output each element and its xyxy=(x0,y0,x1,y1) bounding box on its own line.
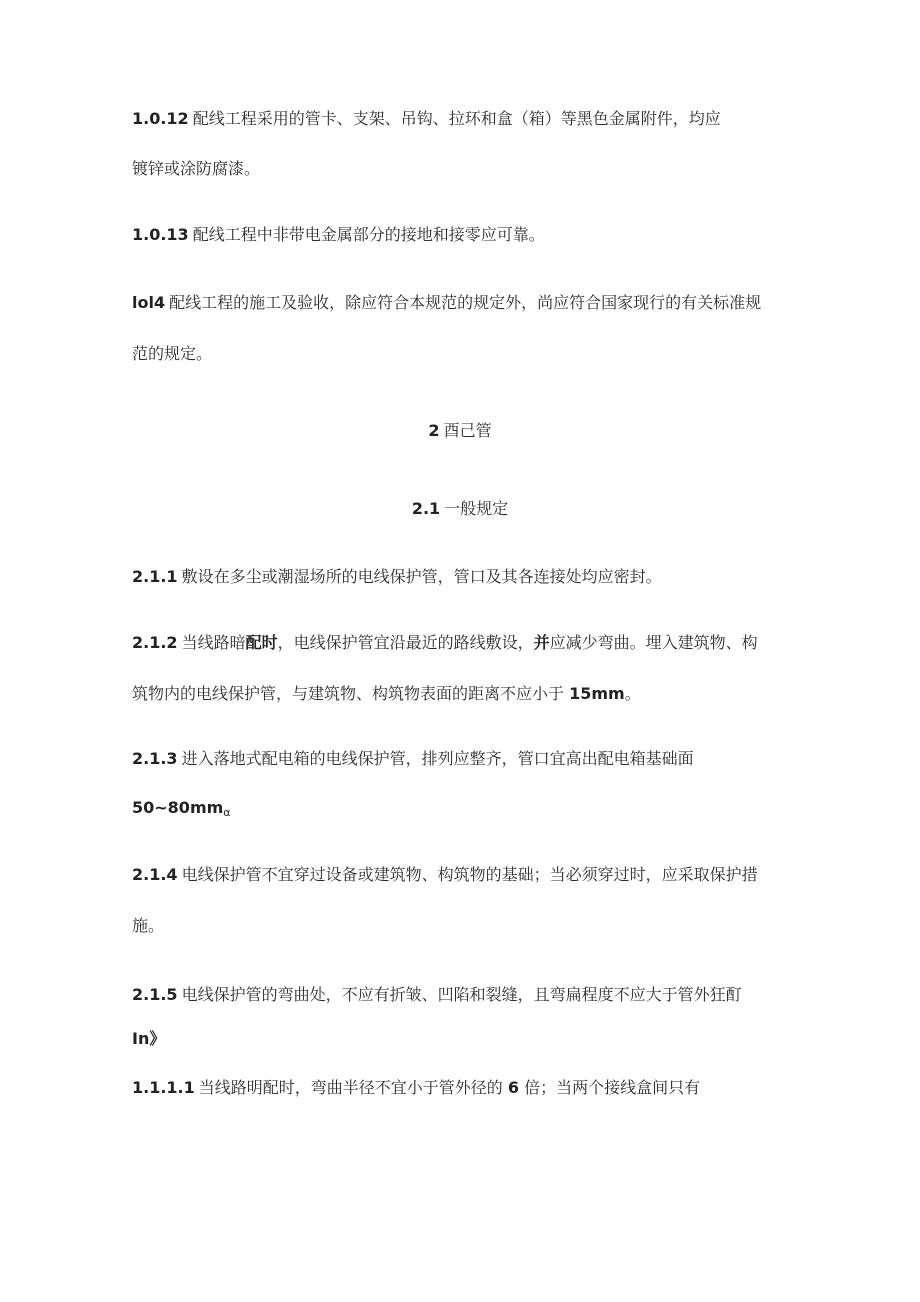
clause-number: 2.1.2 xyxy=(132,633,178,652)
clause-text: 。 xyxy=(624,684,641,703)
clause-value-subscript: α xyxy=(223,806,231,819)
clause-1-0-12-continued xyxy=(132,158,260,180)
clause-number: 1.1.1.1 xyxy=(132,1078,195,1097)
clause-text: 当线路暗 xyxy=(181,633,246,652)
clause-text-emphasis: 配时 xyxy=(245,633,278,652)
clause-value: 15mm xyxy=(569,684,625,703)
clause-text: 电线保护管不宜穿过设备或建筑物、构筑物的基础；当必须穿过时，应采取保护措 xyxy=(181,865,758,884)
clause-2-1-1 xyxy=(132,566,662,588)
clause-text: ，电线保护管宜沿最近的路线敷设， xyxy=(277,633,534,652)
clause-2-1-2-continued xyxy=(132,683,641,705)
clause-number: lol4 xyxy=(132,293,166,312)
section-title: 一般规定 xyxy=(444,499,509,518)
clause-text: 施。 xyxy=(132,916,165,935)
clause-value: 50~80mm xyxy=(132,798,224,817)
clause-2-1-2 xyxy=(132,632,758,654)
clause-2-1-5 xyxy=(132,984,742,1006)
clause-text: 倍；当两个接线盒间只有 xyxy=(524,1078,701,1097)
clause-text: 应减少弯曲。埋入建筑物、构 xyxy=(549,633,758,652)
clause-2-1-4-continued xyxy=(132,915,164,937)
clause-number: 2.1.1 xyxy=(132,567,178,586)
clause-1-0-12 xyxy=(132,108,721,130)
clause-2-1-3-continued xyxy=(132,797,231,824)
clause-text: 当线路明配时，弯曲半径不宜小于管外径的 xyxy=(198,1078,503,1097)
clause-1-0-14-continued xyxy=(132,343,212,365)
clause-2-1-5-continued xyxy=(132,1028,165,1050)
clause-2-1-3 xyxy=(132,748,694,770)
clause-text: 敷设在多尘或潮湿场所的电线保护管，管口及其各连接处均应密封。 xyxy=(181,567,662,586)
clause-text: 配线工程中非带电金属部分的接地和接零应可靠。 xyxy=(192,225,545,244)
clause-number: 2.1.5 xyxy=(132,985,178,1004)
clause-number: 2.1.3 xyxy=(132,749,178,768)
clause-1-1-1-1 xyxy=(132,1077,700,1099)
clause-1-0-13 xyxy=(132,224,545,246)
section-number: 2.1 xyxy=(411,499,441,518)
clause-text: 配线工程采用的管卡、支架、吊钩、拉环和盒（箱）等黑色金属附件，均应 xyxy=(192,109,721,128)
section-heading xyxy=(0,498,920,520)
clause-1-0-14 xyxy=(132,292,761,314)
clause-text: In》 xyxy=(132,1029,166,1048)
clause-number: 1.0.13 xyxy=(132,225,189,244)
clause-number: 1.0.12 xyxy=(132,109,189,128)
clause-text: 范的规定。 xyxy=(132,344,213,363)
clause-text: 进入落地式配电箱的电线保护管，排列应整齐，管口宜高出配电箱基础面 xyxy=(181,749,694,768)
clause-value: 6 xyxy=(507,1078,520,1097)
clause-text: 电线保护管的弯曲处，不应有折皱、凹陷和裂缝，且弯扁程度不应大于管外狂酊 xyxy=(181,985,742,1004)
clause-text: 筑物内的电线保护管，与建筑物、构筑物表面的距离不应小于 xyxy=(132,684,565,703)
chapter-title: 酉己管 xyxy=(443,421,492,440)
clause-text: 镀锌或涂防腐漆。 xyxy=(132,159,261,178)
chapter-number: 2 xyxy=(428,421,440,440)
clause-text-emphasis: 并 xyxy=(533,633,550,652)
clause-2-1-4 xyxy=(132,864,758,886)
clause-number: 2.1.4 xyxy=(132,865,178,884)
clause-text: 配线工程的施工及验收，除应符合本规范的规定外，尚应符合国家现行的有关标准规 xyxy=(169,293,762,312)
chapter-heading xyxy=(0,420,920,442)
